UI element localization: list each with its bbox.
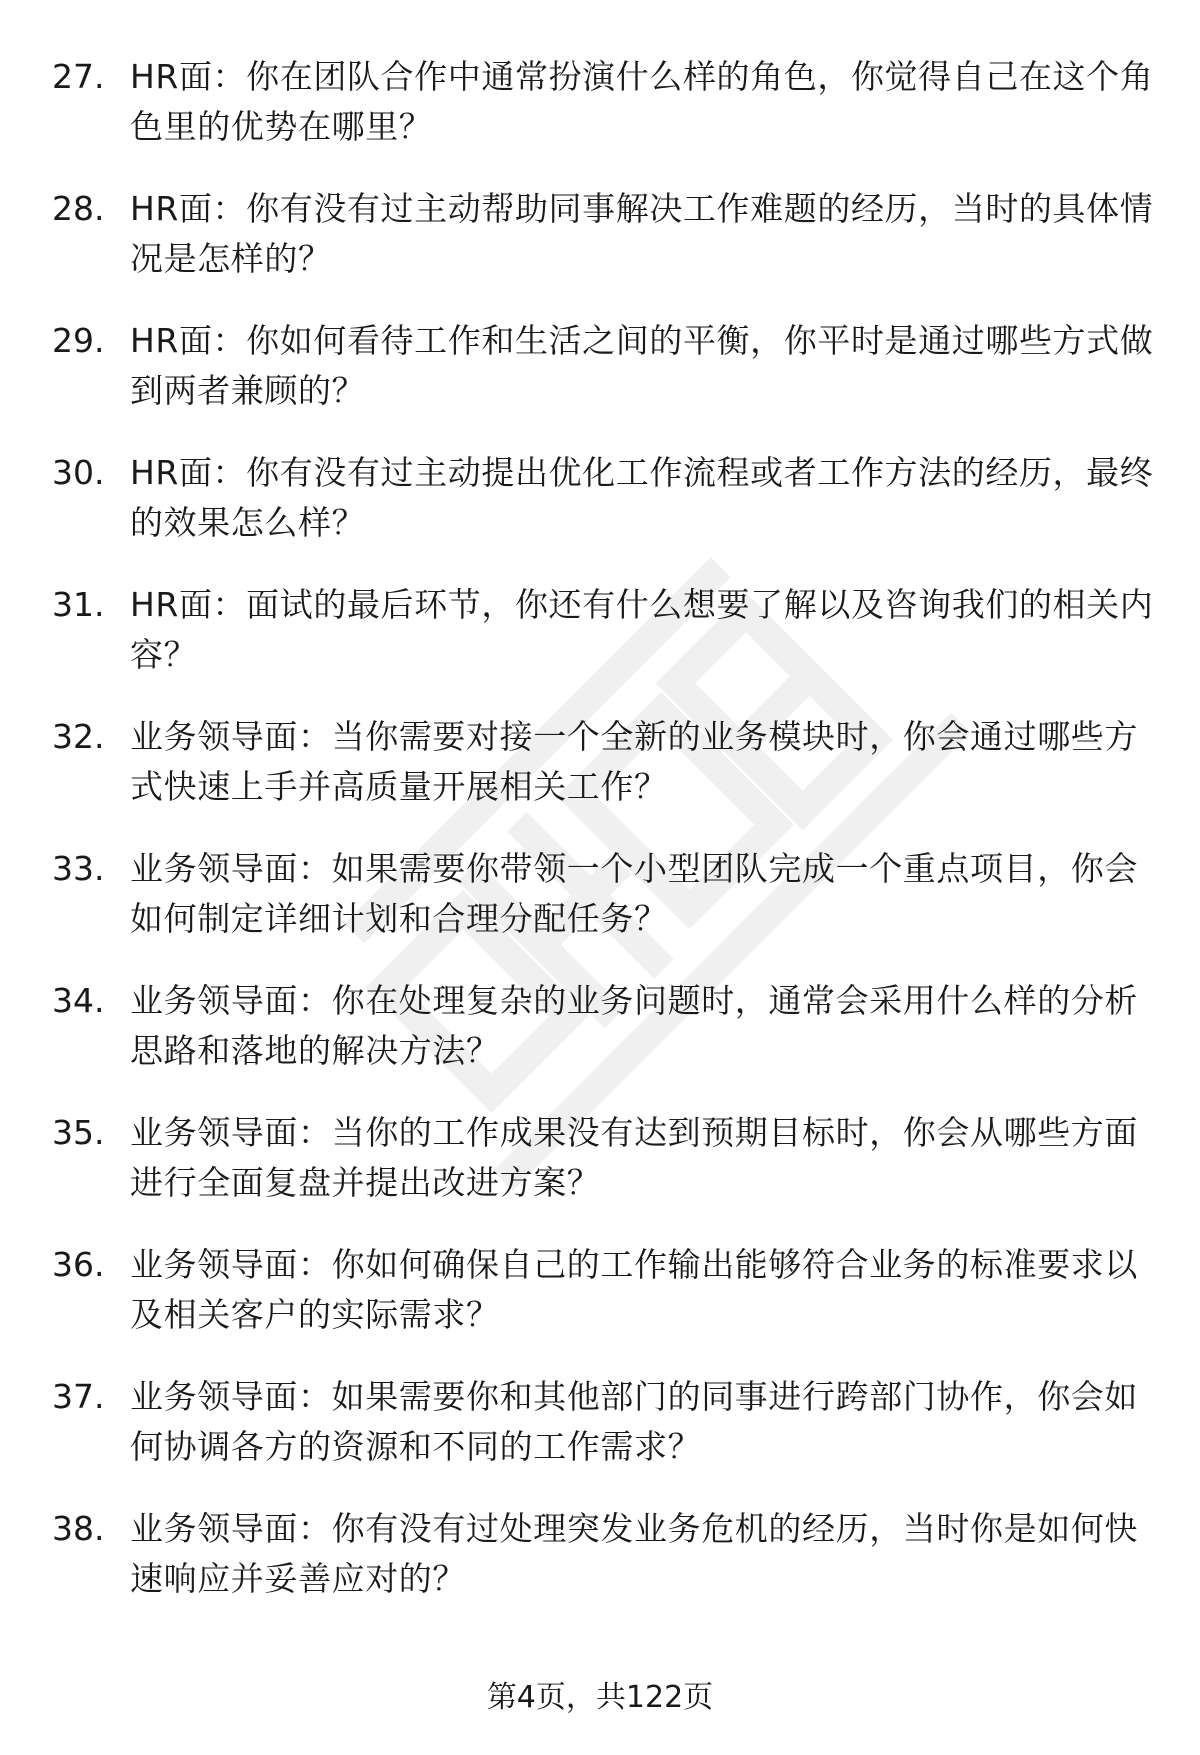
question-text: 业务领导面：你在处理复杂的业务问题时，通常会采用什么样的分析思路和落地的解决方法？ [130,981,1138,1070]
question-text: 业务领导面：你如何确保自己的工作输出能够符合业务的标准要求以及相关客户的实际需求？ [130,1245,1138,1334]
list-item [0,1108,1200,1240]
list-item [0,1240,1200,1372]
question-text: 业务领导面：当你的工作成果没有达到预期目标时，你会从哪些方面进行全面复盘并提出改进方案？ [130,1113,1138,1202]
question-text: HR面：你在团队合作中通常扮演什么样的角色，你觉得自己在这个角色里的优势在哪里？ [130,57,1154,146]
question-number: 31. [52,585,105,624]
list-item [0,712,1200,844]
question-text: HR面：你有没有过主动帮助同事解决工作难题的经历，当时的具体情况是怎样的？ [130,189,1154,278]
question-number: 30. [52,453,105,492]
question-number: 36. [52,1245,105,1284]
question-number: 29. [52,321,105,360]
list-item [0,844,1200,976]
list-item [0,52,1200,184]
page-footer: 第4页，共122页 [486,1680,714,1715]
list-item [0,976,1200,1108]
question-list [0,52,1200,1636]
question-text: 业务领导面：如果需要你和其他部门的同事进行跨部门协作，你会如何协调各方的资源和不同的工作需求？ [130,1377,1138,1466]
list-item [0,1504,1200,1636]
question-text: 业务领导面：如果需要你带领一个小型团队完成一个重点项目，你会如何制定详细计划和合理分配任务？ [130,849,1138,938]
question-text: 业务领导面：你有没有过处理突发业务危机的经历，当时你是如何快速响应并妥善应对的？ [130,1509,1138,1598]
list-item [0,184,1200,316]
question-text: HR面：面试的最后环节，你还有什么想要了解以及咨询我们的相关内容？ [130,585,1154,674]
question-number: 33. [52,849,105,888]
question-number: 32. [52,717,105,756]
question-number: 28. [52,189,105,228]
question-number: 27. [52,57,105,96]
question-text: 业务领导面：当你需要对接一个全新的业务模块时，你会通过哪些方式快速上手并高质量开展相关工作？ [130,717,1138,806]
list-item [0,316,1200,448]
question-number: 38. [52,1509,105,1548]
list-item [0,1372,1200,1504]
question-number: 34. [52,981,105,1020]
list-item [0,448,1200,580]
question-number: 35. [52,1113,105,1152]
list-item [0,580,1200,712]
question-number: 37. [52,1377,105,1416]
question-text: HR面：你如何看待工作和生活之间的平衡，你平时是通过哪些方式做到两者兼顾的？ [130,321,1154,410]
question-text: HR面：你有没有过主动提出优化工作流程或者工作方法的经历，最终的效果怎么样？ [130,453,1154,542]
